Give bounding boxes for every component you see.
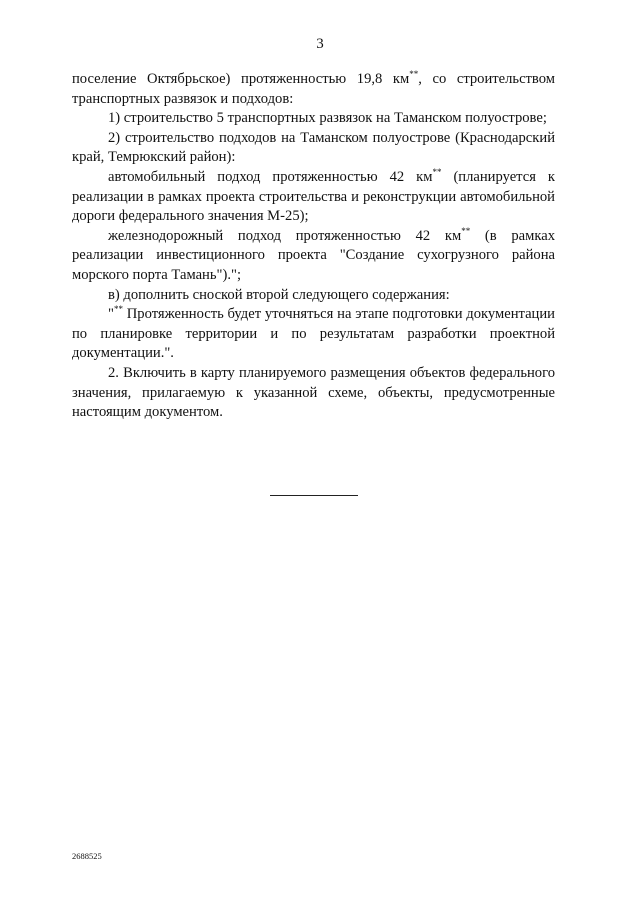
- paragraph-4-tail: (планируется к реализации в рамках проекта строительства и реконструкции автомобильной дороги федерального значения М-25);: [72, 168, 555, 225]
- paragraph-6-text: в) дополнить сноской второй следующего содержания:: [108, 286, 450, 303]
- document-body: [72, 70, 555, 423]
- paragraph-4-text: автомобильный подход протяженностью 42 км: [108, 168, 433, 185]
- paragraph-2: [72, 109, 555, 129]
- paragraph-8: [72, 364, 555, 423]
- closing-divider-line: [270, 495, 358, 496]
- paragraph-8-text: 2. Включить в карту планируемого размещения объектов федерального значения, прилагаемую к указанной схеме, объекты, предусмотренные настоящим документом.: [72, 364, 555, 421]
- paragraph-3: [72, 129, 555, 168]
- paragraph-7-tail: Протяженность будет уточняться на этапе подготовки документации по планировке территории и по результатам разработки проектной документации.".: [72, 306, 555, 362]
- paragraph-2-text: 1) строительство 5 транспортных развязок на Таманском полуострове;: [108, 110, 547, 127]
- footnote-marker: **: [432, 166, 442, 177]
- paragraph-1-tail: , со строительством транспортных развязок и подходов:: [72, 71, 555, 107]
- paragraph-5: [72, 227, 555, 286]
- paragraph-3-text: 2) строительство подходов на Таманском полуострове (Краснодарский край, Темрюкский район):: [72, 129, 555, 166]
- paragraph-7-text: ": [108, 306, 114, 323]
- footnote-marker: **: [113, 304, 123, 315]
- footnote-marker: **: [409, 69, 419, 79]
- paragraph-1-text: поселение Октябрьское) протяженностью 19,8 км: [72, 71, 410, 87]
- paragraph-5-tail: (в рамках реализации инвестиционного проекта "Создание сухогрузного района морского порта Тамань").";: [72, 227, 555, 283]
- paragraph-4: [72, 168, 555, 227]
- paragraph-1: [72, 70, 555, 109]
- footnote-marker: **: [461, 225, 471, 236]
- paragraph-5-text: железнодорожный подход протяженностью 42 км: [108, 227, 462, 244]
- document-code: 2688525: [72, 851, 102, 861]
- paragraph-6: [72, 286, 555, 306]
- paragraph-7: [72, 305, 555, 364]
- page-number: 3: [316, 36, 324, 52]
